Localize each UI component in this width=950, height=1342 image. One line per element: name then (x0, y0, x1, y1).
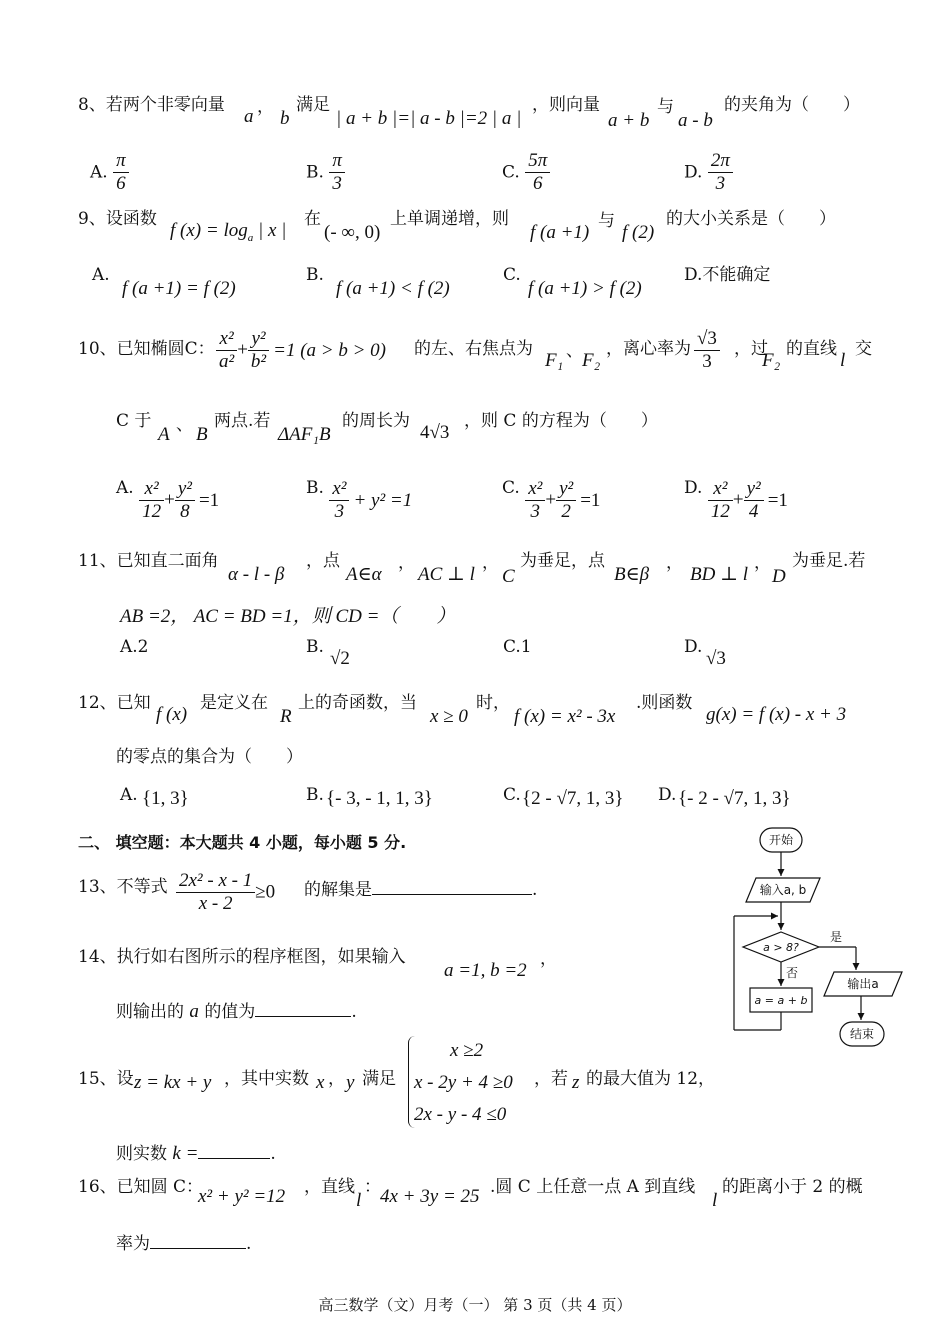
fraction-num: y² (556, 478, 576, 501)
fraction (708, 478, 733, 523)
option-label: C. (502, 162, 520, 183)
fraction-num: 2x² - x - 1 (176, 870, 255, 893)
option-label: C. (502, 478, 520, 498)
fraction-den: 4 (748, 501, 759, 522)
q15-text: 的最大值为 12， (586, 1069, 716, 1089)
fraction-den: 3 (334, 501, 345, 522)
flowchart (726, 822, 912, 1052)
q11-angle: α - l - β (228, 564, 285, 585)
q16-text: .圆 C 上任意一点 A 到直线 (490, 1177, 696, 1197)
fraction-den: 3 (702, 351, 712, 372)
option-rest: =1 (580, 489, 601, 511)
q12-definition: f (x) = x² - 3x (514, 706, 616, 727)
q11-sep: ， (666, 553, 683, 573)
q12-f: f (x) (156, 704, 188, 725)
option-label: B. (306, 162, 324, 183)
q12-option-c-label: C. (503, 785, 521, 805)
q10-stem: 10、已知椭圆C： (78, 339, 215, 359)
q10-text: ，过 (734, 339, 768, 359)
fraction-num: x² (329, 478, 349, 501)
q9-stem: 9、设函数 (78, 209, 157, 229)
fraction-den: 12 (710, 501, 730, 522)
fraction-den: 6 (532, 173, 543, 194)
q15-y: y (346, 1072, 355, 1093)
answer-blank[interactable] (372, 876, 532, 895)
q10-text: ，则 C 的方程为（ ） (464, 411, 658, 431)
fraction (744, 478, 764, 523)
q11-cond3: B∈β (614, 564, 650, 585)
fraction-num: x² (708, 478, 733, 501)
output-label: 输出a (847, 977, 879, 991)
q10-option-a: A. $\frac{\text{x²}}{12}$ + $\frac{\text{y²}}{8}$ =1 (116, 478, 220, 522)
q12-stem: 12、已知 (78, 693, 151, 713)
fraction (525, 478, 545, 523)
q13-end: . (532, 880, 538, 900)
no-label: 否 (786, 966, 799, 980)
q16-line-l: l (712, 1190, 718, 1211)
q9-option-d: D.不能确定 (684, 265, 771, 285)
fraction-den: 6 (116, 173, 126, 194)
q11-point-c: C (502, 566, 515, 587)
plus: + (237, 339, 248, 361)
q9-text: 的大小关系是（ ） (666, 209, 836, 229)
q11-text: 为垂足.若 (792, 551, 866, 571)
q12-option-a: {1, 3} (142, 788, 189, 809)
q16-text: ，直线 (304, 1177, 355, 1197)
fraction-den: b² (250, 351, 267, 372)
q15-end: . (270, 1144, 276, 1164)
input-label: 输入a, b (759, 883, 807, 897)
q9-function-main: f (x) = log (170, 220, 248, 241)
condition-label: a > 8? (763, 941, 799, 954)
q13-tail (304, 876, 537, 901)
q12-cond: x ≥ 0 (430, 706, 468, 727)
q14-stem: 14、执行如右图所示的程序框图，如果输入 (78, 947, 406, 967)
q10-text: 两点.若 (214, 411, 271, 431)
q10-perimeter: 4√3 (420, 422, 450, 443)
option-label: A. (90, 162, 108, 183)
q16-end: . (246, 1234, 252, 1254)
fraction-num: π (329, 150, 345, 173)
fraction-num: π (113, 150, 129, 173)
section-title: 二、 填空题：本大题共 4 小题，每小题 5 分. (78, 833, 407, 852)
fraction (175, 478, 195, 523)
option-fraction (329, 150, 345, 195)
q15-text: ，其中实数 (224, 1069, 309, 1089)
q12-option-d: {- 2 - √7, 1, 3} (678, 788, 791, 809)
q8-option-b (306, 150, 345, 195)
q14-a: a (189, 1001, 199, 1022)
q15-z: z = kx + y (134, 1072, 212, 1093)
q9-text: 上单调递增，则 (390, 209, 509, 229)
q10-line2: C 于 (116, 411, 152, 431)
q12-option-c: {2 - √7, 1, 3} (522, 788, 624, 809)
q12-text: 是定义在 (200, 693, 268, 713)
option-label: A. (116, 478, 134, 498)
q14-line2-text: 则输出的 (116, 1002, 184, 1022)
fraction-num: x² (216, 328, 237, 351)
q10-f2: F₂ (762, 350, 781, 371)
q8-vector-sum: a + b (608, 110, 650, 131)
q10-point-a: A (158, 424, 170, 445)
q10-text: 的直线 (786, 339, 837, 359)
q11-sep: ， (754, 553, 771, 573)
answer-blank[interactable] (198, 1140, 270, 1159)
fraction (556, 478, 576, 523)
option-fraction (708, 150, 733, 195)
fraction-den: 3 (715, 173, 726, 194)
fraction (694, 328, 720, 373)
fraction-num: √3 (694, 328, 720, 351)
q12-text: 时， (476, 693, 510, 713)
q10-sep: 、 (566, 341, 583, 361)
q8-stem: 8、若两个非零向量 (78, 95, 225, 115)
q15-x: x (316, 1072, 325, 1093)
q11-option-c: C.1 (503, 637, 532, 657)
q11-sep: ， (398, 553, 415, 573)
q10-ellipse-equation (216, 328, 386, 373)
page-footer: 高三数学（文）月考（一） 第 3 页（共 4 页） (318, 1296, 632, 1314)
q15-line2 (116, 1140, 276, 1165)
q16-circle: x² + y² =12 (198, 1186, 286, 1207)
fraction-num: y² (744, 478, 764, 501)
q9-option-a-label: A. (92, 265, 110, 285)
fraction-num: x² (525, 478, 545, 501)
q14-line2 (116, 998, 357, 1023)
yes-label: 是 (830, 930, 843, 944)
q8-option-d (684, 150, 733, 195)
q11-line2: AB =2， AC = BD =1，则 CD =（ ） (120, 606, 456, 627)
q15-line2-text: 则实数 (116, 1144, 167, 1164)
q11-cond1: A∈α (346, 564, 382, 585)
q11-text: 为垂足，点 (520, 551, 605, 571)
fraction-den: 2 (561, 501, 571, 522)
q11-option-b-label: B. (306, 637, 324, 657)
q10-text: 的周长为 (342, 411, 410, 431)
q9-option-c-label: C. (503, 265, 521, 285)
q9-option-a: f (a +1) = f (2) (122, 278, 236, 299)
q11-option-d-label: D. (684, 637, 703, 657)
q15-k: k = (172, 1143, 199, 1164)
q12-text: .则函数 (636, 693, 693, 713)
q11-sep: ， (482, 553, 499, 573)
q15-text: 满足 (362, 1069, 396, 1089)
q8-text: ，则向量 (532, 95, 600, 115)
q16-sep: ： (364, 1177, 381, 1197)
fraction-den: 3 (332, 173, 342, 194)
equation-rest: =1 (a > b > 0) (273, 339, 386, 361)
option-rest: =1 (767, 489, 788, 511)
q11-text: ，点 (306, 551, 340, 571)
q8-option-c (502, 150, 550, 195)
q15-z: z (572, 1072, 580, 1093)
q12-option-d-label: D. (658, 785, 677, 805)
q9-log-base: a (247, 231, 254, 244)
q15-constraint2: x - 2y + 4 ≥0 (414, 1072, 513, 1093)
end-label: 结束 (849, 1027, 875, 1041)
q11-option-b: √2 (330, 648, 350, 669)
fraction (176, 870, 255, 915)
q12-line2: 的零点的集合为（ ） (116, 747, 303, 767)
q16-stem: 16、已知圆 C： (78, 1177, 204, 1197)
fraction-num: y² (248, 328, 269, 351)
q11-cond4: BD ⊥ l (690, 564, 748, 585)
q10-triangle: ΔAF₁B (278, 424, 331, 445)
option-label: D. (684, 478, 703, 498)
q9-option-b: f (a +1) < f (2) (336, 278, 450, 299)
q15-constraint3: 2x - y - 4 ≤0 (414, 1104, 507, 1125)
q12-option-b: {- 3, - 1, 1, 3} (326, 788, 433, 809)
fraction-num: x² (139, 478, 164, 501)
q16-line-l: l (356, 1190, 362, 1211)
q9-interval: (- ∞, 0) (324, 222, 381, 243)
q14-end: . (351, 1002, 357, 1022)
q11-point-d: D (772, 566, 786, 587)
q10-option-d: D. $\frac{\text{x²}}{12}$ + $\frac{\text{y²}}{4}$ =1 (684, 478, 788, 522)
option-label: D. (684, 162, 703, 183)
q10-line-l: l (840, 350, 846, 371)
fraction-den: 3 (530, 501, 541, 522)
option-fraction (525, 150, 550, 195)
q14-line2-text2: 的值为 (204, 1002, 256, 1022)
ge: ≥0 (255, 881, 276, 903)
q10-f2: F₂ (582, 350, 601, 371)
q11-cond2: AC ⊥ l (418, 564, 475, 585)
q10-text: 的左、右焦点为 (414, 339, 533, 359)
q16-line2-text: 率为 (116, 1234, 150, 1254)
q11-stem: 11、已知直二面角 (78, 551, 219, 571)
q12-option-b-label: B. (306, 785, 324, 805)
fraction-num: 2π (708, 150, 733, 173)
q16-line-equation: 4x + 3y = 25 (380, 1186, 480, 1207)
fraction-num: 5π (525, 150, 550, 173)
q8-text: 与 (657, 97, 674, 117)
q15-stem: 15、设 (78, 1069, 134, 1089)
q8-text: 的夹角为（ ） (724, 95, 860, 115)
fraction (216, 328, 237, 373)
q9-text: 与 (598, 211, 615, 231)
option-fraction (113, 150, 129, 195)
q13-tail-text: 的解集是 (304, 880, 372, 900)
fraction (139, 478, 164, 523)
fraction-den: x - 2 (198, 893, 233, 914)
q8-text: 满足 (296, 95, 330, 115)
q11-option-a: A.2 (120, 637, 149, 657)
q9-expr2: f (2) (622, 222, 655, 243)
q15-constraint1: x ≥2 (450, 1040, 484, 1061)
q16-text: 的距离小于 2 的概 (722, 1177, 863, 1197)
q8-sep: ， (257, 97, 274, 117)
option-rest: =1 (198, 489, 220, 511)
fraction-den: 8 (180, 501, 190, 522)
q10-option-b (306, 478, 412, 523)
q9-abs: | x | (253, 220, 287, 241)
q12-option-a-label: A. (120, 785, 138, 805)
q12-g: g(x) = f (x) - x + 3 (706, 704, 847, 725)
q11-option-d: √3 (706, 648, 726, 669)
fraction (248, 328, 269, 373)
q15-text: ，若 (534, 1069, 568, 1089)
fraction-den: a² (219, 351, 235, 372)
process-label: a = a + b (754, 994, 808, 1007)
q8-vector-diff: a - b (678, 110, 713, 131)
q9-expr1: f (a +1) (530, 222, 590, 243)
q9-function (170, 220, 286, 249)
q8-condition: | a + b |=| a - b |=2 | a | (336, 108, 522, 129)
q10-option-c: C. $\frac{\text{x²}}{3}$ + $\frac{\text{y²}}{2}$ =1 (502, 478, 601, 522)
q10-point-b: B (196, 424, 208, 445)
q10-text: ，离心率为 (606, 339, 691, 359)
answer-blank[interactable] (255, 998, 351, 1017)
q14-text: ， (540, 949, 557, 969)
fraction-den: 12 (142, 501, 162, 522)
q16-line2 (116, 1230, 251, 1255)
q10-text: 交 (855, 339, 872, 359)
q9-text: 在 (304, 209, 321, 229)
q12-text: 上的奇函数，当 (298, 693, 417, 713)
q13-stem: 13、不等式 (78, 877, 168, 897)
option-rest: + y² =1 (353, 489, 413, 511)
q14-input: a =1, b =2 (444, 960, 527, 981)
fraction-num: y² (175, 478, 195, 501)
q8-vector-b: b (280, 108, 290, 129)
q8-vector-a: a (244, 106, 254, 127)
q13-inequality (176, 870, 275, 915)
option-label: B. (306, 478, 324, 498)
answer-blank[interactable] (150, 1230, 246, 1249)
start-label: 开始 (768, 833, 794, 847)
q10-eccentricity (694, 328, 720, 373)
q12-r: R (280, 706, 292, 727)
q10-sep: 、 (176, 415, 193, 435)
q9-option-b-label: B. (306, 265, 324, 285)
q8-option-a (90, 150, 129, 195)
q10-f1: F₁ (545, 350, 564, 371)
q9-option-c: f (a +1) > f (2) (528, 278, 642, 299)
q15-sep: ， (328, 1069, 345, 1089)
fraction (329, 478, 349, 523)
